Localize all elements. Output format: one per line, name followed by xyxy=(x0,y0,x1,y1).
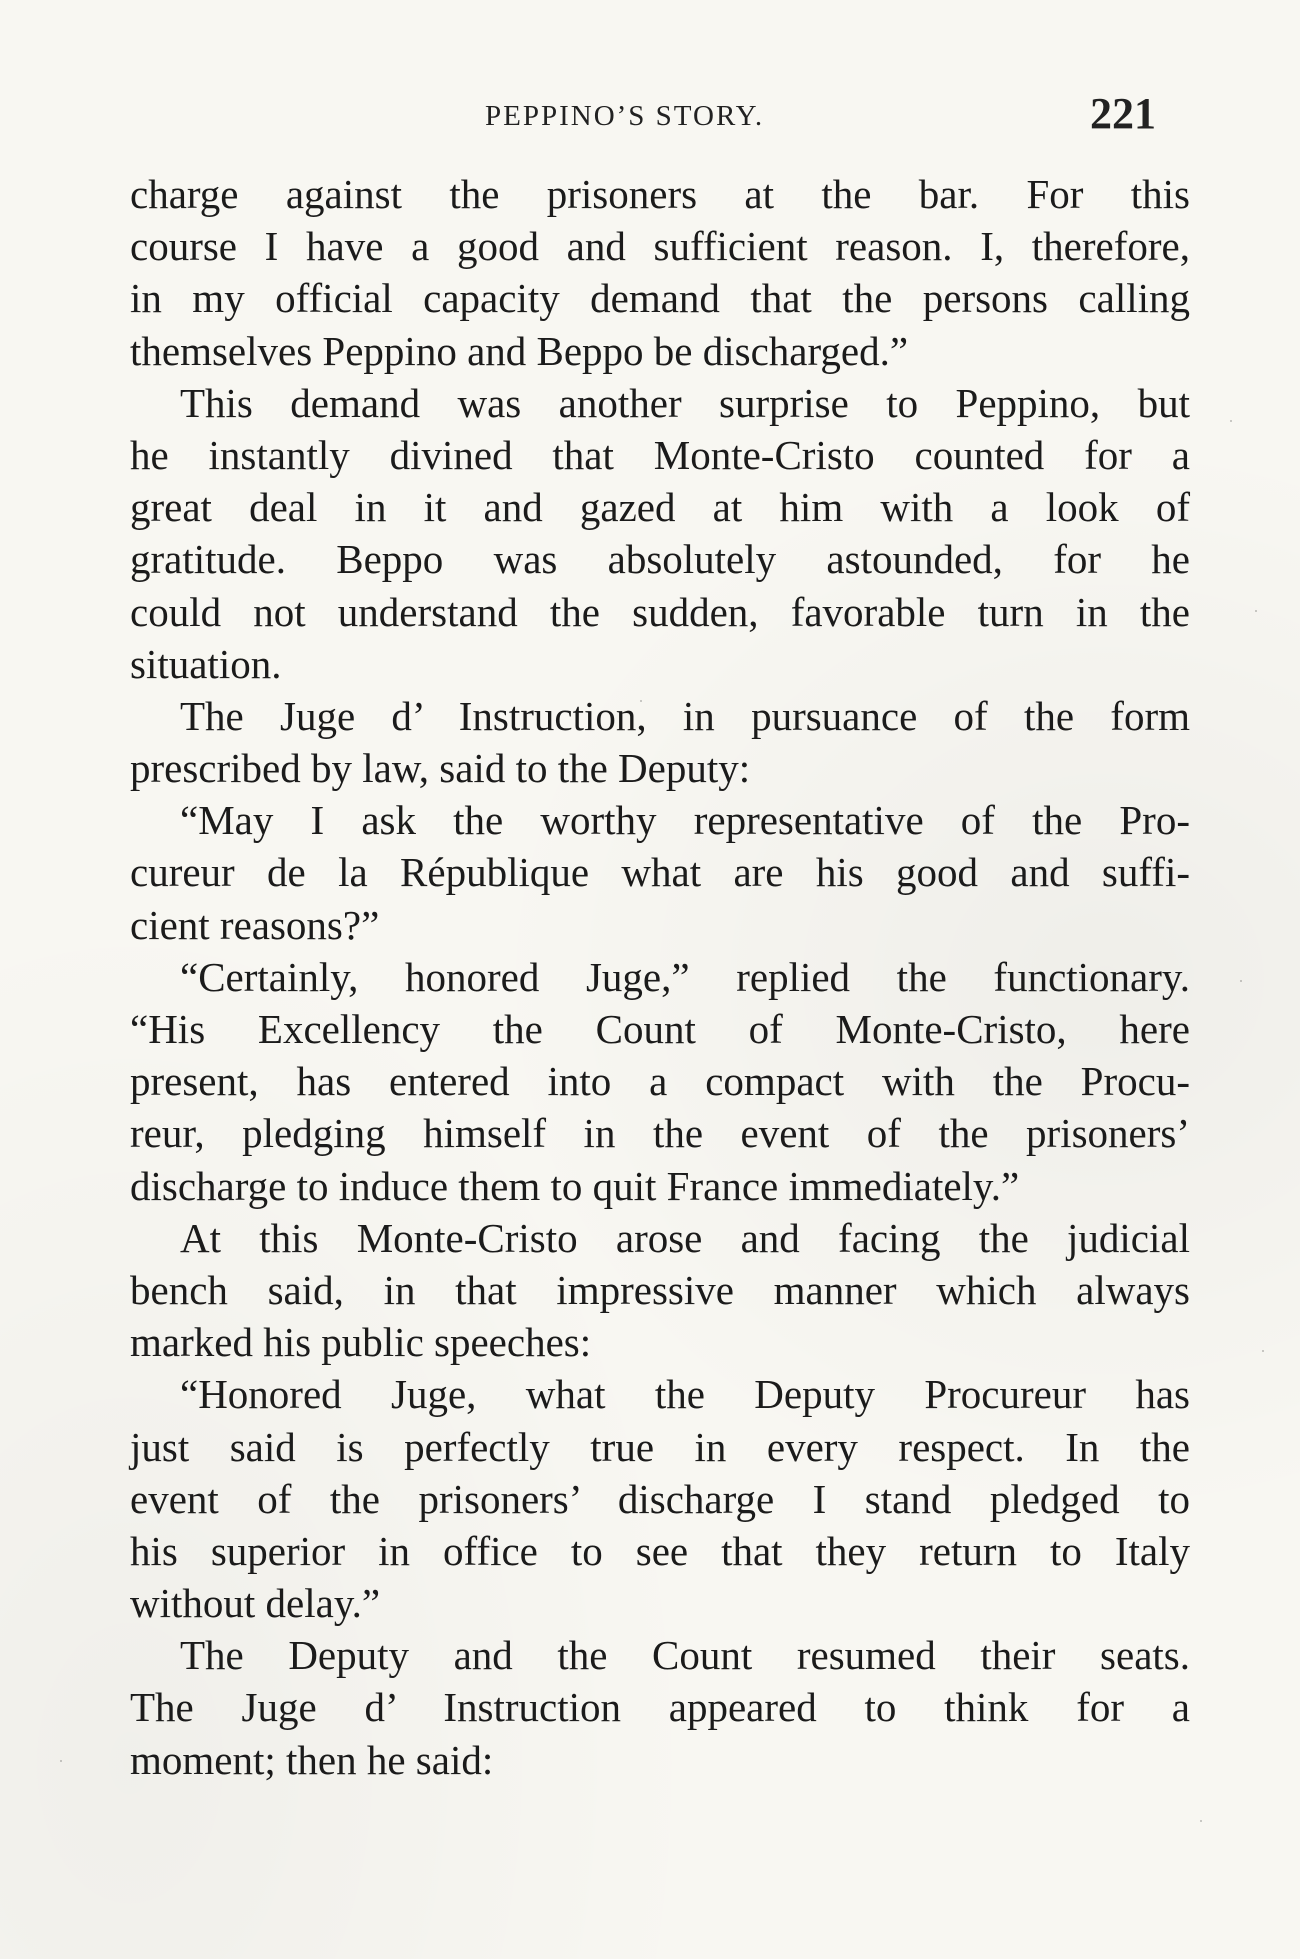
running-title: PEPPINO’S STORY. xyxy=(485,100,765,132)
page-number: 221 xyxy=(1090,89,1156,138)
text-line: bench said, in that impressive manner which always xyxy=(130,1266,1190,1313)
text-line: This demand was another surprise to Peppino, but xyxy=(180,379,1190,426)
text-line: without delay.” xyxy=(130,1580,381,1627)
paper-speck xyxy=(640,700,642,702)
text-line: in my official capacity demand that the persons calling xyxy=(130,275,1190,322)
paper-speck xyxy=(1255,610,1257,612)
text-line: reur, pledging himself in the event of the prisoners’ xyxy=(130,1110,1190,1157)
text-line: cureur de la République what are his good and suffi- xyxy=(130,849,1190,896)
text-line: could not understand the sudden, favorable turn in the xyxy=(130,588,1190,635)
text-line: event of the prisoners’ discharge I stand pledged to xyxy=(130,1475,1190,1522)
text-line: prescribed by law, said to the Deputy: xyxy=(130,745,751,792)
paper-speck xyxy=(60,1760,62,1762)
text-line: At this Monte-Cristo arose and facing the judicial xyxy=(180,1214,1190,1261)
paper-speck xyxy=(1230,420,1232,422)
text-line: situation. xyxy=(130,640,282,687)
text-line: his superior in office to see that they return to Italy xyxy=(130,1527,1190,1574)
text-line: “Honored Juge, what the Deputy Procureur has xyxy=(180,1371,1190,1418)
text-line: cient reasons?” xyxy=(130,901,380,948)
text-line: he instantly divined that Monte-Cristo counted for a xyxy=(130,431,1190,478)
paper-speck xyxy=(1262,1350,1264,1352)
text-line: discharge to induce them to quit France immediately.” xyxy=(130,1162,1020,1209)
text-line: great deal in it and gazed at him with a look of xyxy=(130,484,1190,531)
paper-speck xyxy=(1240,980,1242,982)
text-line: gratitude. Beppo was absolutely astounded, for he xyxy=(130,536,1190,583)
text-line: “Certainly, honored Juge,” replied the functionary. xyxy=(180,953,1190,1000)
text-line: The Juge d’ Instruction appeared to think for a xyxy=(130,1684,1190,1731)
text-line: just said is perfectly true in every respect. In the xyxy=(130,1423,1190,1470)
text-line: “May I ask the worthy representative of the Pro- xyxy=(180,797,1190,844)
text-line: charge against the prisoners at the bar. For this xyxy=(130,171,1190,217)
text-line: marked his public speeches: xyxy=(130,1319,592,1366)
running-header xyxy=(0,88,1300,138)
text-line: The Juge d’ Instruction, in pursuance of the form xyxy=(180,692,1190,739)
text-line: present, has entered into a compact with the Procu- xyxy=(130,1058,1190,1105)
text-line: themselves Peppino and Beppo be discharged.” xyxy=(130,327,909,374)
text-line: “His Excellency the Count of Monte-Cristo, here xyxy=(130,1006,1190,1052)
text-line: moment; then he said: xyxy=(130,1736,494,1783)
paper-speck xyxy=(1200,1820,1202,1822)
body-text xyxy=(130,168,1190,1786)
text-line: course I have a good and sufficient reason. I, therefore, xyxy=(130,223,1190,270)
text-line: The Deputy and the Count resumed their seats. xyxy=(180,1632,1190,1679)
